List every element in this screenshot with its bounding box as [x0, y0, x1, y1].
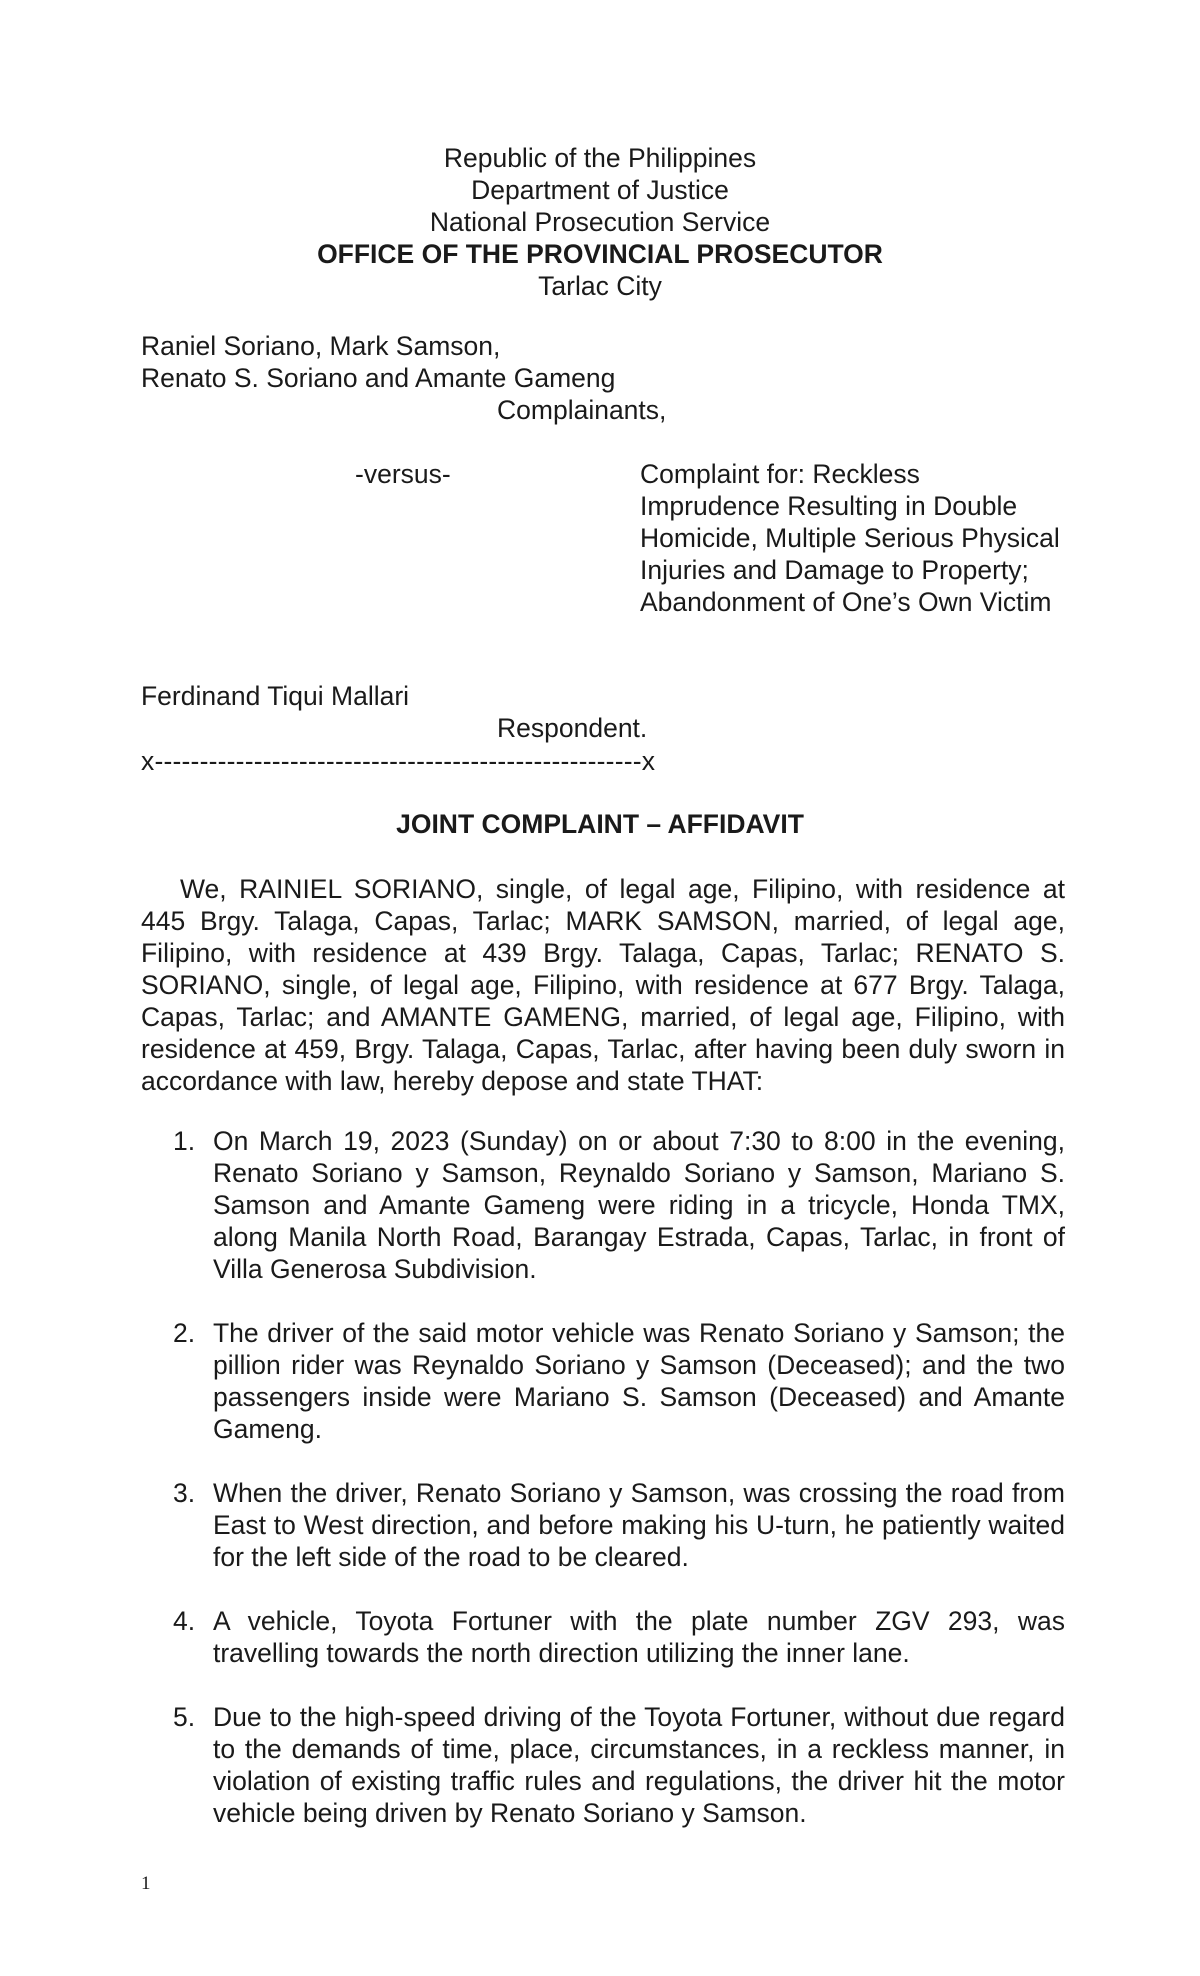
statement-number: 2. [173, 1318, 196, 1348]
caption-separator: x------------------------------------------------------x [141, 746, 656, 776]
complaint-for: Complaint for: Reckless Imprudence Resulting in Double Homicide, Multiple Serious Physical Injuries and Damage to Property; Abandonment of One’s Own Victim [640, 459, 1060, 617]
versus-label: -versus- [355, 459, 451, 489]
statement-text: Due to the high-speed driving of the Toyota Fortuner, without due regard to the demands of time, place, circumstances, in a reckless manner, in violation of existing traffic rules and regulations, the driver hit the motor vehicle being driven by Renato Soriano y Samson. [213, 1702, 1065, 1828]
respondent-name: Ferdinand Tiqui Mallari [141, 681, 410, 711]
statement-item [141, 1317, 1065, 1445]
complainants-label: Complainants, [497, 395, 667, 425]
letterhead [0, 142, 1200, 302]
statement-number: 4. [173, 1606, 196, 1636]
header-republic: Republic of the Philippines [443, 143, 757, 173]
statement-number: 3. [173, 1478, 196, 1508]
header-office: OFFICE OF THE PROVINCIAL PROSECUTOR [317, 239, 883, 269]
respondent-label: Respondent. [497, 713, 648, 743]
statement-text: On March 19, 2023 (Sunday) on or about 7:30 to 8:00 in the evening, Renato Soriano y Samson, Reynaldo Soriano y Samson, Mariano S. Samson and Amante Gameng were riding in a tricycle, Honda TMX, along Manila North Road, Barangay Estrada, Capas, Tarlac, in front of Villa Generosa Subdivision. [213, 1126, 1065, 1284]
statement-item [141, 1125, 1065, 1285]
statement-text: When the driver, Renato Soriano y Samson, was crossing the road from East to West direction, and before making his U-turn, he patiently waited for the left side of the road to be cleared. [213, 1478, 1065, 1572]
intro-paragraph: We, RAINIEL SORIANO, single, of legal age, Filipino, with residence at 445 Brgy. Talaga, Capas, Tarlac; MARK SAMSON, married, of legal age, Filipino, with residence at 439 Brgy. Talaga, Capas, Tarlac; RENATO S. SORIANO, single, of legal age, Filipino, with residence at 677 Brgy. Talaga, Capas, Tarlac; and AMANTE GAMENG, married, of legal age, Filipino, with residence at 459, Brgy. Talaga, Capas, Tarlac, after having been duly sworn in accordance with law, hereby depose and state THAT: [141, 874, 1065, 1096]
header-service: National Prosecution Service [429, 207, 771, 237]
page-number: 1 [141, 1873, 151, 1894]
document-title: JOINT COMPLAINT – AFFIDAVIT [396, 809, 804, 839]
statement-text: A vehicle, Toyota Fortuner with the plate number ZGV 293, was travelling towards the north direction utilizing the inner lane. [213, 1606, 1065, 1668]
statement-item [141, 1701, 1065, 1829]
statement-item [141, 1477, 1065, 1573]
header-department: Department of Justice [471, 175, 729, 205]
header-city: Tarlac City [538, 271, 662, 301]
statement-number: 5. [173, 1702, 196, 1732]
statement-text: The driver of the said motor vehicle was Renato Soriano y Samson; the pillion rider was Reynaldo Soriano y Samson (Deceased); and the two passengers inside were Mariano S. Samson (Deceased) and Amante Gameng. [213, 1318, 1065, 1444]
complainants-names [141, 330, 615, 394]
complainants-line-1: Raniel Soriano, Mark Samson, [141, 331, 501, 361]
numbered-statements [141, 1125, 1065, 1861]
statement-item [141, 1605, 1065, 1669]
complainants-line-2: Renato S. Soriano and Amante Gameng [141, 363, 616, 393]
statement-number: 1. [173, 1126, 196, 1156]
